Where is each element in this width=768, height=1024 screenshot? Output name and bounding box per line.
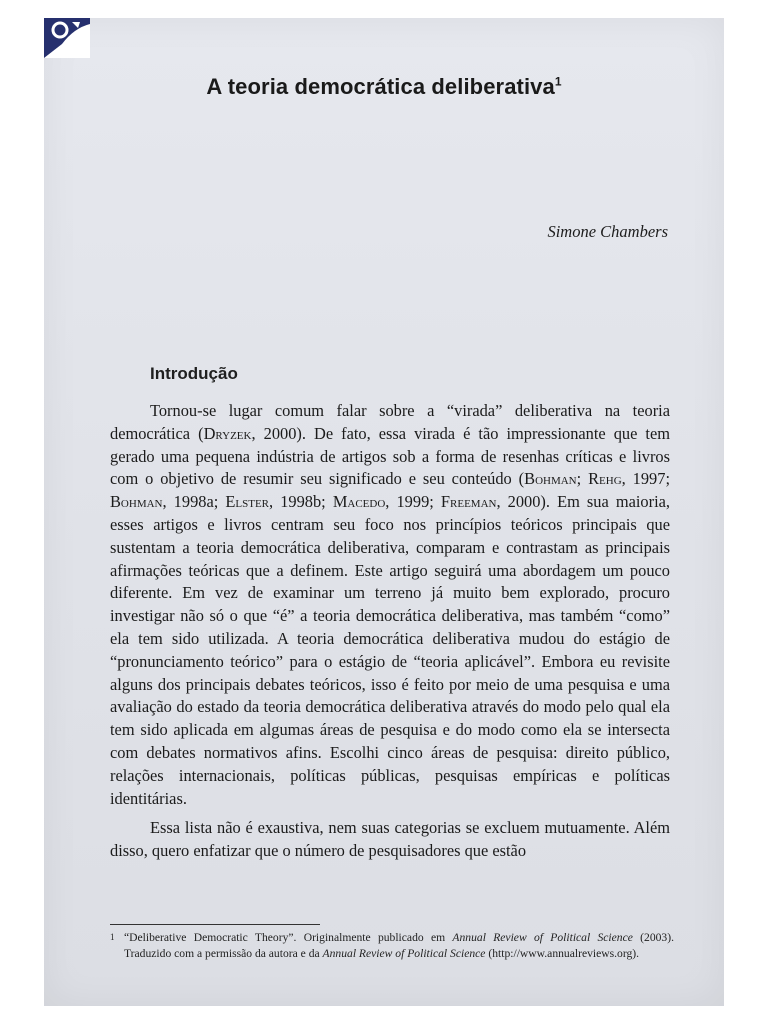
- citation-author: Elster: [225, 492, 270, 512]
- footnote-divider: [110, 924, 320, 925]
- paragraph-text: Tornou-se lugar comum falar sobre a “virada” deliberativa na teoria democrática (: [110, 401, 670, 443]
- book-page: [44, 18, 724, 1006]
- footnote-text: [124, 930, 674, 961]
- footnote-text-part: (http://www.annualreviews.org).: [485, 946, 640, 960]
- footnote-number: 1: [110, 932, 115, 942]
- paragraph-text: , 1997;: [621, 469, 671, 489]
- section-heading: Introdução: [150, 364, 238, 383]
- chapter-title: [44, 74, 724, 100]
- body-text: [110, 400, 670, 870]
- paragraph-text: , 2000). De fato, essa virada é tão impressionante que tem gerado uma pequena indústria de artigos sob a forma de resenhas críticas e livros com o objetivo de resumir seu significado e seu conteúdo (: [110, 423, 670, 489]
- paragraph-2: Essa lista não é exaustiva, nem suas categorias se excluem mutuamente. Além disso, quero enfatizar que o número de pesquisadores que estão: [110, 818, 670, 861]
- paragraph-text: , 1998b;: [269, 492, 333, 512]
- footnote-text-part: “Deliberative Democratic Theory”. Originalmente publicado em: [124, 931, 453, 944]
- paragraph-text: , 1999;: [385, 492, 441, 512]
- paragraph-text: , 1998a;: [162, 492, 226, 512]
- chapter-title-text: A teoria democrática deliberativa: [206, 74, 555, 99]
- paragraph-text: ;: [576, 469, 589, 489]
- paragraph-1: [110, 400, 670, 810]
- citation-author: Rehg: [588, 469, 622, 489]
- citation-author: Macedo: [332, 492, 386, 512]
- citation-author: Freeman: [440, 492, 497, 512]
- footnote-text-part: (2003). Traduzido com a permissão da autora e da: [124, 931, 674, 960]
- author-name: Simone Chambers: [547, 222, 668, 241]
- citation-author: Dryzek: [203, 423, 252, 443]
- citation-author: Bohman: [524, 469, 577, 489]
- title-footnote-marker: 1: [554, 74, 562, 89]
- paragraph-text: , 2000). Em sua maioria, esses artigos e livros centram seu foco nos princípios teóricos principais que sustentam a teoria democrática deliberativa, comparam e contrastam as principais afirmações teóricas que a definem. Este artigo seguirá uma abordagem um pouco diferente. Em vez de examinar um terreno já muito bem explorado, procuro investigar não só o que “é” a teoria democrática deliberativa, mas também “como” ela tem sido utilizada. A teoria democrática deliberativa mudou do estágio de “pronunciamento teórico” para o estágio de “teoria aplicável”. Embora eu revisite alguns dos principais debates teóricos, isso é feito por meio de uma pesquisa e uma avaliação do estado da teoria democrática deliberativa através do modo pelo qual ela tem sido aplicada em algumas áreas de pesquisa e do modo como ela se intersecta com debates normativos afins. Escolhi cinco áreas de pesquisa: direito público, relações internacionais, políticas públicas, pesquisas empíricas e políticas identitárias.: [110, 492, 671, 808]
- footnote-journal: Annual Review of Political Science: [452, 931, 633, 944]
- footnote: [110, 930, 676, 961]
- footnote-journal: Annual Review of Political Science: [322, 946, 486, 960]
- publisher-logo-icon: [44, 18, 90, 58]
- citation-author: Bohman: [110, 492, 163, 512]
